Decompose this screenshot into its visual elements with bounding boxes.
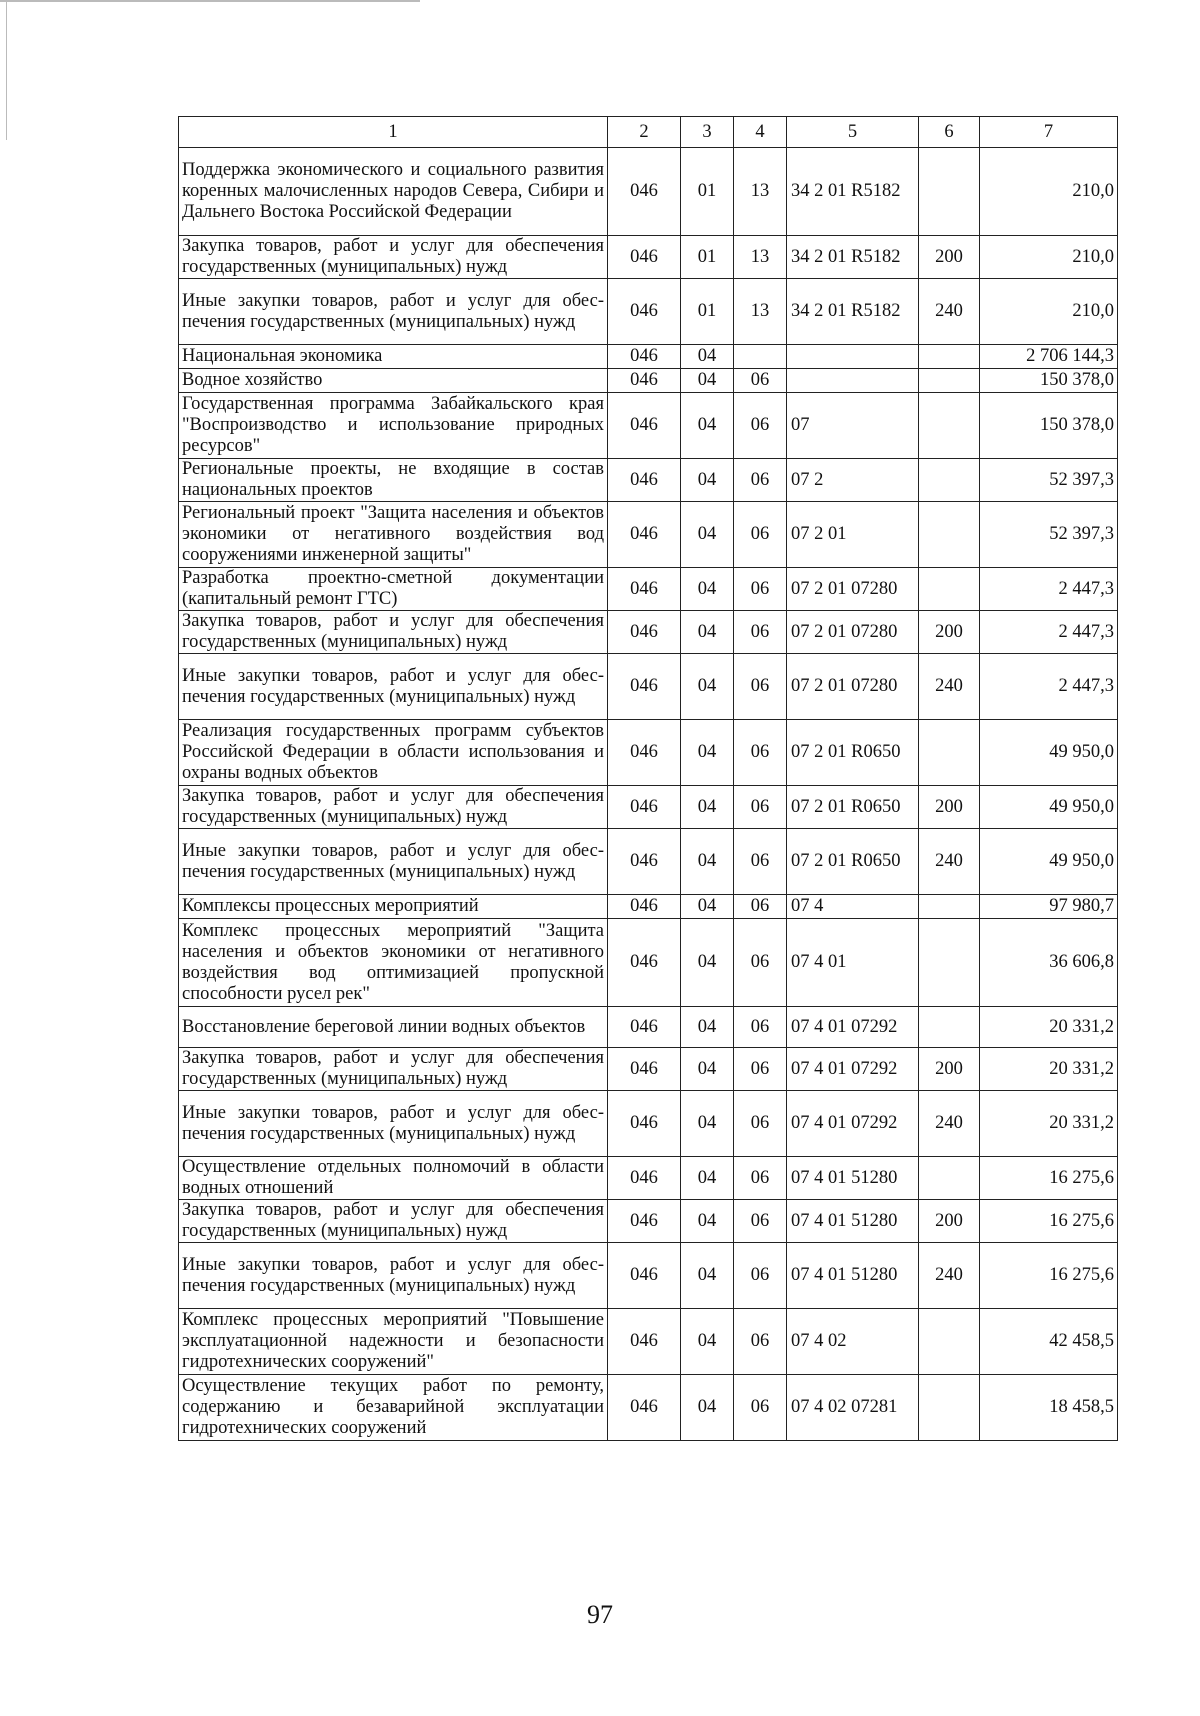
row-code-5: 07 2 01 R0650 <box>787 829 919 895</box>
table-row <box>179 829 1118 895</box>
row-code-5: 07 4 02 07281 <box>787 1375 919 1441</box>
row-code-6 <box>919 919 980 1007</box>
row-code-3: 04 <box>681 502 734 568</box>
row-code-4: 06 <box>734 1309 787 1375</box>
row-code-2: 046 <box>608 279 681 345</box>
row-code-6: 200 <box>919 611 980 654</box>
row-code-5: 07 4 01 07292 <box>787 1007 919 1048</box>
row-code-6 <box>919 369 980 393</box>
row-amount: 49 950,0 <box>980 720 1118 786</box>
row-amount: 97 980,7 <box>980 895 1118 919</box>
table-row <box>179 895 1118 919</box>
row-code-5 <box>787 369 919 393</box>
table-row <box>179 1091 1118 1157</box>
row-code-4: 06 <box>734 1048 787 1091</box>
row-code-4: 06 <box>734 568 787 611</box>
row-code-3: 04 <box>681 393 734 459</box>
row-code-3: 04 <box>681 1157 734 1200</box>
table-row <box>179 786 1118 829</box>
row-description: Комплекс процессных мероприятий "Повышение эксплуатационной надежности и безопасности гидротехнических сооружений" <box>179 1309 608 1375</box>
row-amount: 16 275,6 <box>980 1243 1118 1309</box>
row-description: Иные закупки товаров, работ и услуг для обеспечения государственных (муниципальных) нужд <box>179 654 608 720</box>
row-description: Закупка товаров, работ и услуг для обеспечения государственных (муниципальных) нужд <box>179 1048 608 1091</box>
table-row <box>179 279 1118 345</box>
row-amount: 49 950,0 <box>980 786 1118 829</box>
row-code-4: 06 <box>734 786 787 829</box>
table-row <box>179 1243 1118 1309</box>
row-code-6: 240 <box>919 1243 980 1309</box>
column-header: 1 <box>179 117 608 148</box>
table-row <box>179 148 1118 236</box>
row-code-6: 200 <box>919 786 980 829</box>
row-code-2: 046 <box>608 1157 681 1200</box>
table-row <box>179 345 1118 369</box>
row-code-5: 07 2 01 R0650 <box>787 786 919 829</box>
row-code-3: 04 <box>681 611 734 654</box>
row-code-4: 06 <box>734 1375 787 1441</box>
row-code-3: 04 <box>681 459 734 502</box>
table-row <box>179 1157 1118 1200</box>
row-code-2: 046 <box>608 502 681 568</box>
row-description: Иные закупки товаров, работ и услуг для обеспечения государственных (муниципальных) нужд <box>179 279 608 345</box>
budget-table-container <box>178 116 1117 1441</box>
row-code-4: 06 <box>734 654 787 720</box>
table-body <box>179 148 1118 1441</box>
table-row <box>179 654 1118 720</box>
table-row <box>179 369 1118 393</box>
row-amount: 2 447,3 <box>980 654 1118 720</box>
row-code-3: 04 <box>681 345 734 369</box>
row-code-2: 046 <box>608 1091 681 1157</box>
row-code-2: 046 <box>608 611 681 654</box>
row-code-4: 13 <box>734 279 787 345</box>
row-description: Комплекс процессных мероприятий "Защита населения и объектов экономики от негативного воздействия вод оптимизацией пропускной способности русел рек" <box>179 919 608 1007</box>
row-code-2: 046 <box>608 459 681 502</box>
table-row <box>179 720 1118 786</box>
row-code-4: 13 <box>734 236 787 279</box>
row-code-4: 06 <box>734 459 787 502</box>
row-code-6: 240 <box>919 279 980 345</box>
row-code-4: 06 <box>734 919 787 1007</box>
row-code-2: 046 <box>608 786 681 829</box>
row-description: Восстановление береговой линии водных объектов <box>179 1007 608 1048</box>
row-code-6 <box>919 1309 980 1375</box>
row-code-2: 046 <box>608 236 681 279</box>
row-code-2: 046 <box>608 1007 681 1048</box>
row-code-3: 04 <box>681 1375 734 1441</box>
row-code-5: 34 2 01 R5182 <box>787 236 919 279</box>
row-code-4 <box>734 345 787 369</box>
row-code-2: 046 <box>608 919 681 1007</box>
page-number: 97 <box>587 1600 613 1629</box>
row-code-5: 34 2 01 R5182 <box>787 148 919 236</box>
row-description: Реализация государственных программ субъектов Российской Федерации в области использования и охраны водных объектов <box>179 720 608 786</box>
row-amount: 2 447,3 <box>980 568 1118 611</box>
row-amount: 150 378,0 <box>980 369 1118 393</box>
table-row <box>179 393 1118 459</box>
row-code-4: 06 <box>734 1091 787 1157</box>
row-description: Закупка товаров, работ и услуг для обеспечения государственных (муниципальных) нужд <box>179 611 608 654</box>
row-description: Иные закупки товаров, работ и услуг для обеспечения государственных (муниципальных) нужд <box>179 1091 608 1157</box>
row-amount: 16 275,6 <box>980 1200 1118 1243</box>
row-code-3: 04 <box>681 1091 734 1157</box>
row-description: Водное хозяйство <box>179 369 608 393</box>
row-code-4: 06 <box>734 369 787 393</box>
row-code-5: 07 4 01 51280 <box>787 1157 919 1200</box>
row-code-3: 04 <box>681 895 734 919</box>
row-code-2: 046 <box>608 393 681 459</box>
table-row <box>179 611 1118 654</box>
row-code-5: 07 4 <box>787 895 919 919</box>
row-amount: 18 458,5 <box>980 1375 1118 1441</box>
row-code-6 <box>919 1157 980 1200</box>
row-description: Государственная программа Забайкальского края "Воспроизводство и использование природных ресурсов" <box>179 393 608 459</box>
row-code-3: 04 <box>681 786 734 829</box>
row-description: Закупка товаров, работ и услуг для обеспечения государственных (муниципальных) нужд <box>179 236 608 279</box>
row-amount: 150 378,0 <box>980 393 1118 459</box>
row-code-2: 046 <box>608 369 681 393</box>
row-amount: 210,0 <box>980 236 1118 279</box>
row-code-2: 046 <box>608 829 681 895</box>
row-code-2: 046 <box>608 1375 681 1441</box>
row-code-2: 046 <box>608 148 681 236</box>
row-code-6: 200 <box>919 1200 980 1243</box>
table-row <box>179 236 1118 279</box>
row-code-6 <box>919 568 980 611</box>
row-amount: 20 331,2 <box>980 1048 1118 1091</box>
row-code-5: 07 2 01 07280 <box>787 654 919 720</box>
row-code-2: 046 <box>608 568 681 611</box>
row-description: Национальная экономика <box>179 345 608 369</box>
table-row <box>179 1007 1118 1048</box>
row-code-3: 04 <box>681 1309 734 1375</box>
row-code-3: 04 <box>681 369 734 393</box>
row-amount: 16 275,6 <box>980 1157 1118 1200</box>
row-amount: 2 447,3 <box>980 611 1118 654</box>
row-code-3: 01 <box>681 236 734 279</box>
row-amount: 2 706 144,3 <box>980 345 1118 369</box>
row-code-3: 04 <box>681 654 734 720</box>
table-row <box>179 1048 1118 1091</box>
row-code-5: 07 2 01 07280 <box>787 611 919 654</box>
row-description: Иные закупки товаров, работ и услуг для обеспечения государственных (муниципальных) нужд <box>179 1243 608 1309</box>
row-code-5: 07 4 01 51280 <box>787 1243 919 1309</box>
row-code-3: 01 <box>681 148 734 236</box>
row-code-3: 04 <box>681 1048 734 1091</box>
row-code-3: 01 <box>681 279 734 345</box>
column-header: 5 <box>787 117 919 148</box>
row-amount: 210,0 <box>980 148 1118 236</box>
row-code-4: 06 <box>734 393 787 459</box>
column-header: 2 <box>608 117 681 148</box>
row-code-2: 046 <box>608 654 681 720</box>
row-code-5: 07 4 01 07292 <box>787 1048 919 1091</box>
row-code-5: 34 2 01 R5182 <box>787 279 919 345</box>
table-row <box>179 568 1118 611</box>
row-code-4: 06 <box>734 1200 787 1243</box>
row-description: Закупка товаров, работ и услуг для обеспечения государственных (муниципальных) нужд <box>179 1200 608 1243</box>
row-code-4: 06 <box>734 1007 787 1048</box>
row-code-5: 07 4 01 51280 <box>787 1200 919 1243</box>
row-code-4: 06 <box>734 1243 787 1309</box>
budget-table <box>178 116 1118 1441</box>
row-code-3: 04 <box>681 1243 734 1309</box>
row-code-6: 240 <box>919 654 980 720</box>
row-code-5 <box>787 345 919 369</box>
row-amount: 52 397,3 <box>980 459 1118 502</box>
row-code-2: 046 <box>608 345 681 369</box>
row-code-3: 04 <box>681 1007 734 1048</box>
row-code-5: 07 4 01 07292 <box>787 1091 919 1157</box>
row-code-6 <box>919 502 980 568</box>
row-code-4: 06 <box>734 1157 787 1200</box>
row-code-2: 046 <box>608 1200 681 1243</box>
row-code-5: 07 2 <box>787 459 919 502</box>
table-row <box>179 1375 1118 1441</box>
row-description: Иные закупки товаров, работ и услуг для обеспечения государственных (муниципальных) нужд <box>179 829 608 895</box>
row-code-4: 06 <box>734 720 787 786</box>
column-header: 3 <box>681 117 734 148</box>
row-code-5: 07 <box>787 393 919 459</box>
row-code-6: 200 <box>919 236 980 279</box>
row-code-2: 046 <box>608 1048 681 1091</box>
row-code-2: 046 <box>608 720 681 786</box>
row-code-6: 200 <box>919 1048 980 1091</box>
row-code-6: 240 <box>919 829 980 895</box>
row-amount: 36 606,8 <box>980 919 1118 1007</box>
table-row <box>179 1200 1118 1243</box>
row-code-5: 07 2 01 07280 <box>787 568 919 611</box>
row-code-5: 07 4 02 <box>787 1309 919 1375</box>
row-code-3: 04 <box>681 1200 734 1243</box>
row-code-6 <box>919 148 980 236</box>
row-description: Осуществление текущих работ по ремонту, содержанию и безаварийной эксплуатации гидротехнических сооружений <box>179 1375 608 1441</box>
row-description: Поддержка экономического и социального развития коренных малочисленных народов Севера, Сибири и Дальнего Востока Российской Федерации <box>179 148 608 236</box>
row-description: Комплексы процессных мероприятий <box>179 895 608 919</box>
row-code-3: 04 <box>681 919 734 1007</box>
row-code-3: 04 <box>681 829 734 895</box>
row-description: Закупка товаров, работ и услуг для обеспечения государственных (муниципальных) нужд <box>179 786 608 829</box>
row-code-2: 046 <box>608 1309 681 1375</box>
row-amount: 20 331,2 <box>980 1007 1118 1048</box>
table-row <box>179 1309 1118 1375</box>
row-amount: 52 397,3 <box>980 502 1118 568</box>
row-code-6 <box>919 895 980 919</box>
table-row <box>179 919 1118 1007</box>
row-description: Региональный проект "Защита населения и объектов экономики от негативного воздействия вод сооружениями инженерной защиты" <box>179 502 608 568</box>
row-amount: 49 950,0 <box>980 829 1118 895</box>
row-code-2: 046 <box>608 1243 681 1309</box>
column-header: 7 <box>980 117 1118 148</box>
row-description: Разработка проектно-сметной документации (капитальный ремонт ГТС) <box>179 568 608 611</box>
row-amount: 20 331,2 <box>980 1091 1118 1157</box>
row-amount: 210,0 <box>980 279 1118 345</box>
row-code-4: 06 <box>734 502 787 568</box>
scan-edge-line <box>6 0 7 140</box>
row-code-3: 04 <box>681 568 734 611</box>
row-code-6 <box>919 345 980 369</box>
row-code-4: 06 <box>734 611 787 654</box>
row-code-6 <box>919 1007 980 1048</box>
table-header-row <box>179 117 1118 148</box>
row-code-4: 06 <box>734 829 787 895</box>
row-code-6 <box>919 720 980 786</box>
table-row <box>179 502 1118 568</box>
scan-edge-line <box>0 0 420 2</box>
row-code-2: 046 <box>608 895 681 919</box>
row-code-5: 07 2 01 R0650 <box>787 720 919 786</box>
column-header: 6 <box>919 117 980 148</box>
row-code-6: 240 <box>919 1091 980 1157</box>
row-description: Региональные проекты, не входящие в состав национальных проектов <box>179 459 608 502</box>
row-code-6 <box>919 393 980 459</box>
row-code-5: 07 2 01 <box>787 502 919 568</box>
row-code-4: 06 <box>734 895 787 919</box>
column-header: 4 <box>734 117 787 148</box>
row-code-5: 07 4 01 <box>787 919 919 1007</box>
row-description: Осуществление отдельных полномочий в области водных отношений <box>179 1157 608 1200</box>
row-code-6 <box>919 459 980 502</box>
row-code-3: 04 <box>681 720 734 786</box>
row-amount: 42 458,5 <box>980 1309 1118 1375</box>
row-code-6 <box>919 1375 980 1441</box>
row-code-4: 13 <box>734 148 787 236</box>
table-row <box>179 459 1118 502</box>
